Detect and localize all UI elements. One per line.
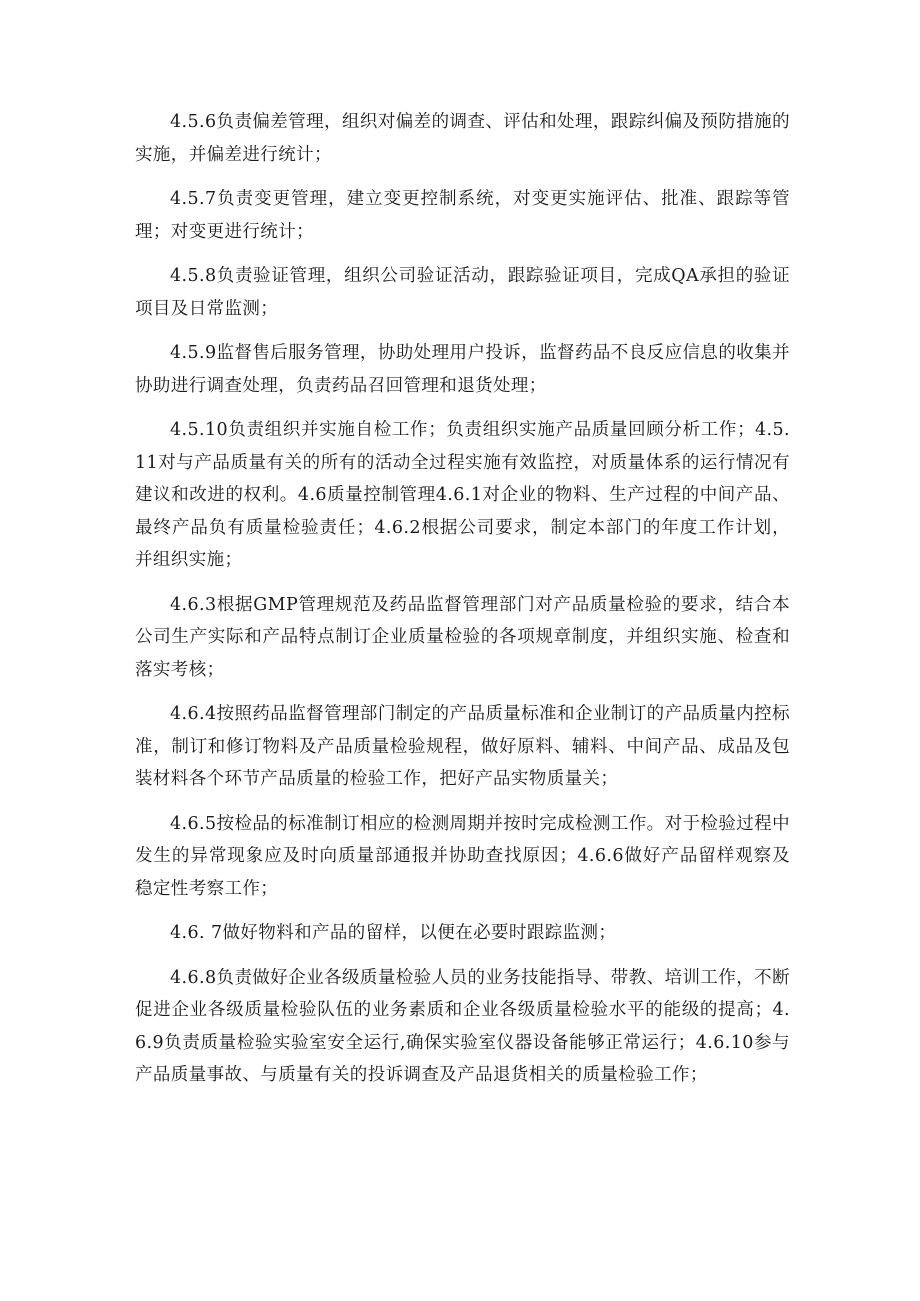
- paragraph-4-6-3: 4.6.3根据GMP管理规范及药品监督管理部门对产品质量检验的要求，结合本公司生产实际和产品特点制订企业质量检验的各项规章制度，并组织实施、检查和落实考核；: [135, 594, 790, 680]
- paragraph-4-6-5: 4.6.5按检品的标准制订相应的检测周期并按时完成检测工作。对于检验过程中发生的异常现象应及时向质量部通报并协助查找原因；4.6.6做好产品留样观察及稳定性考察工作；: [135, 813, 790, 899]
- paragraph-4-5-7: 4.5.7负责变更管理，建立变更控制系统，对变更实施评估、批准、跟踪等管理；对变更进行统计；: [135, 189, 790, 242]
- document-body: [135, 106, 790, 1104]
- paragraph-4-5-10: 4.5.10负责组织并实施自检工作；负责组织实施产品质量回顾分析工作；4.5.11对与产品质量有关的所有的活动全过程实施有效监控，对质量体系的运行情况有建议和改进的权利。4.6质量控制管理4.6.1对企业的物料、生产过程的中间产品、最终产品负有质量检验责任；4.6.2根据公司要求，制定本部门的年度工作计划，并组织实施；: [135, 420, 790, 570]
- paragraph-4-5-6: 4.5.6负责偏差管理，组织对偏差的调查、评估和处理，跟踪纠偏及预防措施的实施，并偏差进行统计；: [135, 112, 790, 165]
- paragraph-4-6-4: 4.6.4按照药品监督管理部门制定的产品质量标准和企业制订的产品质量内控标准，制订和修订物料及产品质量检验规程，做好原料、辅料、中间产品、成品及包装材料各个环节产品质量的检验工作，把好产品实物质量关；: [135, 704, 790, 789]
- paragraph-4-6-7: 4.6. 7做好物料和产品的留样，以便在必要时跟踪监测；: [170, 923, 617, 943]
- paragraph-4-5-8: 4.5.8负责验证管理，组织公司验证活动，跟踪验证项目，完成QA承担的验证项目及日常监测；: [135, 266, 790, 319]
- paragraph-4-5-9: 4.5.9监督售后服务管理，协助处理用户投诉，监督药品不良反应信息的收集并协助进行调查处理，负责药品召回管理和退货处理；: [135, 343, 790, 396]
- paragraph-4-6-8: 4.6.8负责做好企业各级质量检验人员的业务技能指导、带教、培训工作，不断促进企业各级质量检验队伍的业务素质和企业各级质量检验水平的能级的提高；4.6.9负责质量检验实验室安全运行,确保实验室仪器设备能够正常运行；4.6.10参与产品质量事故、与质量有关的投诉调查及产品退货相关的质量检验工作；: [135, 967, 790, 1085]
